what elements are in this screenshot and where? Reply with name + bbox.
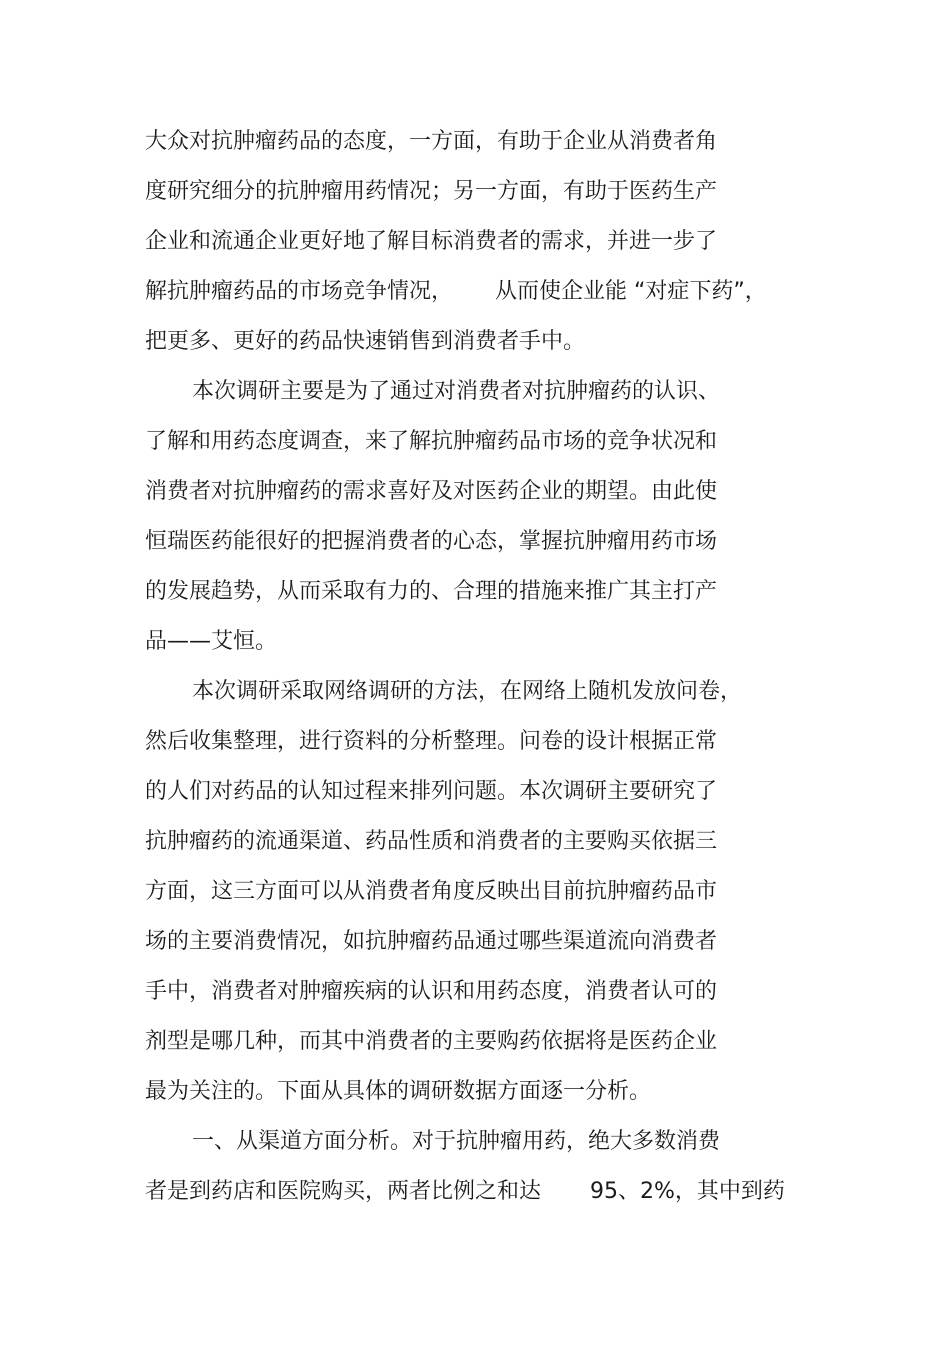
text-line: 场的主要消费情况，如抗肿瘤药品通过哪些渠道流向消费者: [145, 929, 718, 954]
text-line: 品——艾恒。: [145, 629, 278, 654]
paragraph-start-line: 一、从渠道方面分析。对于抗肿瘤用药，绝大多数消费: [192, 1129, 721, 1154]
text-line: 的人们对药品的认知过程来排列问题。本次调研主要研究了: [145, 779, 718, 804]
text-line: 把更多、更好的药品快速销售到消费者手中。: [145, 329, 586, 354]
text-line: 抗肿瘤药的流通渠道、药品性质和消费者的主要购买依据三: [145, 829, 718, 854]
text-line: 方面，这三方面可以从消费者角度反映出目前抗肿瘤药品市: [145, 879, 718, 904]
text-line: 最为关注的。下面从具体的调研数据方面逐一分析。: [145, 1079, 652, 1104]
text-line: 的发展趋势，从而采取有力的、合理的措施来推广其主打产: [145, 579, 718, 604]
text-line: 恒瑞医药能很好的把握消费者的心态，掌握抗肿瘤用药市场: [145, 529, 718, 554]
text-line: 者是到药店和医院购买，两者比例之和达 95、2%，其中到药: [145, 1179, 785, 1204]
text-line: 消费者对抗肿瘤药的需求喜好及对医药企业的期望。由此使: [145, 479, 718, 504]
text-line: 剂型是哪几种，而其中消费者的主要购药依据将是医药企业: [145, 1029, 718, 1054]
text-line: 了解和用药态度调查，来了解抗肿瘤药品市场的竞争状况和: [145, 429, 718, 454]
text-line: 大众对抗肿瘤药品的态度，一方面，有助于企业从消费者角: [145, 129, 718, 154]
text-line: 然后收集整理，进行资料的分析整理。问卷的设计根据正常: [145, 729, 718, 754]
paragraph-start-line: 本次调研采取网络调研的方法，在网络上随机发放问卷，: [192, 679, 743, 704]
paragraph-start-line: 本次调研主要是为了通过对消费者对抗肿瘤药的认识、: [192, 379, 721, 404]
text-line: 手中，消费者对肿瘤疾病的认识和用药态度，消费者认可的: [145, 979, 718, 1004]
text-line: 企业和流通企业更好地了解目标消费者的需求，并进一步了: [145, 229, 718, 254]
text-line: 解抗肿瘤药品的市场竞争情况， 从而使企业能 “对症下药”，: [145, 279, 767, 304]
text-line: 度研究细分的抗肿瘤用药情况；另一方面，有助于医药生产: [145, 179, 718, 204]
